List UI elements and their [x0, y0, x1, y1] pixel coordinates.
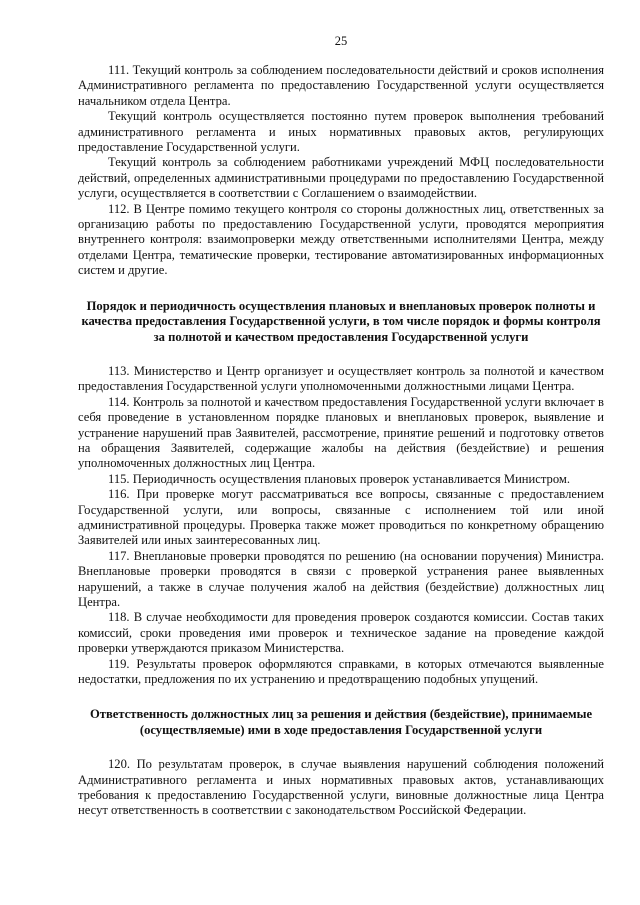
paragraph-111-mfc: Текущий контроль за соблюдением работниками учреждений МФЦ последовательности действий, определенных административными процедурами по предоставлению Государственной услуги, осуществляется в соответствии с Соглашением о взаимодействии. — [78, 155, 604, 201]
paragraph-118: 118. В случае необходимости для проведения проверок создаются комиссии. Состав таких комиссий, сроки проведения ими проверок и техническое задание на проведение каждой проверки утверждаются приказом Министерства. — [78, 610, 604, 656]
paragraph-119: 119. Результаты проверок оформляются справками, в которых отмечаются выявленные недостатки, предложения по их устранению и предотвращению подобных упущений. — [78, 656, 604, 687]
paragraph-111: 111. Текущий контроль за соблюдением последовательности действий и сроков исполнения Административного регламента по предоставлению Государственной услуги осуществляется начальником отдела Центра. — [78, 63, 604, 108]
paragraph-113: 113. Министерство и Центр организует и осуществляет контроль за полнотой и качеством предоставления Государственной услуги уполномоченными должностными лицами Центра. — [78, 363, 604, 394]
paragraph-115: 115. Периодичность осуществления плановых проверок устанавливается Министром. — [108, 471, 571, 486]
spacer — [78, 279, 604, 299]
paragraph-116: 116. При проверке могут рассматриваться все вопросы, связанные с предоставлением Государственной услуги, или вопросы, связанные с исполнением той или иной административной процедуры. Проверка также может проводиться по конкретному обращению Заявителей или иных заинтересованных лиц. — [78, 487, 604, 548]
spacer — [78, 345, 604, 364]
paragraph-120: 120. По результатам проверок, в случае выявления нарушений соблюдения положений Административного регламента и иных нормативных правовых актов, устанавливающих требования к предоставлению Государственной услуги, виновные должностные лица Центра несут ответственность в соответствии с законодательством Российской Федерации. — [78, 757, 604, 818]
document-body — [78, 63, 604, 819]
section-heading-responsibility: Ответственность должностных лиц за решения и действия (бездействие), принимаемые (осуществляемые) ими в ходе предоставления Государственной услуги — [89, 707, 593, 737]
section-heading-inspections: Порядок и периодичность осуществления плановых и внеплановых проверок полноты и качества предоставления Государственной услуги, в том числе порядок и формы контроля за полнотой и качеством предоставления Государственной услуги — [81, 298, 601, 344]
paragraph-117: 117. Внеплановые проверки проводятся по решению (на основании поручения) Министра. Внеплановые проверки проводятся в связи с проверкой устранения ранее выявленных нарушений, а также в случае получения жалоб на действия (бездействие) должностных лиц Центра. — [78, 548, 604, 609]
paragraph-111-continued: Текущий контроль осуществляется постоянно путем проверок выполнения требований административного регламента и иных нормативных правовых актов, регулирующих предоставление Государственной услуги. — [78, 109, 604, 155]
paragraph-112: 112. В Центре помимо текущего контроля со стороны должностных лиц, ответственных за организацию работы по предоставлению Государственной услуги, проводятся мероприятия внутреннего контроля: взаимопроверки между ответственными исполнителями Центра, между отделами Центра, тематические проверки, тестирование автоматизированных информационных систем и другие. — [78, 201, 604, 278]
spacer — [78, 738, 604, 757]
paragraph-114: 114. Контроль за полнотой и качеством предоставления Государственной услуги включает в себя проведение в установленном порядке плановых и внеплановых проверок, выявление и устранение нарушений прав Заявителей, рассмотрение, принятие решений и подготовку ответов на обращения Заявителей, содержащие жалобы на действия (бездействие) и решения уполномоченных должностных лиц Центра. — [78, 394, 604, 471]
spacer — [78, 687, 604, 707]
page-number: 25 — [334, 34, 348, 48]
